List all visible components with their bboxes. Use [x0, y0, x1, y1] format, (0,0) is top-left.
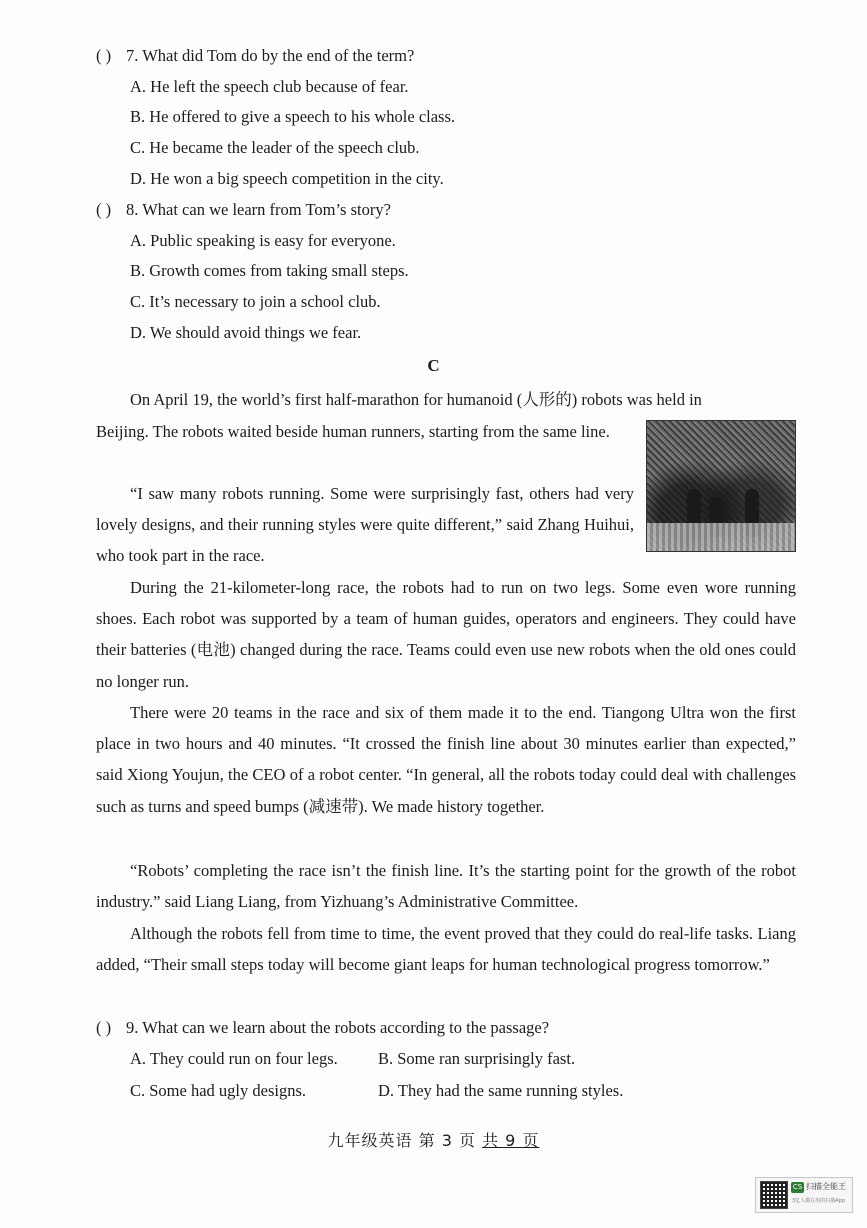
- question-9-option-b: B. Some ran surprisingly fast.: [378, 1049, 576, 1068]
- qr-code-icon: [760, 1181, 788, 1209]
- question-text: 7. What did Tom do by the end of the term?: [126, 46, 415, 65]
- question-9-option-a: A. They could run on four legs.: [130, 1049, 338, 1068]
- passage-paragraph-4: There were 20 teams in the race and six of them made it to the end. Tiangong Ultra won the first place in two hours and 40 minutes. “It crossed the finish line about 30 minutes earlier than expected,” said Xiong Youjun, the CEO of a robot center. “In general, all the robots today could deal with challenges such as turns and speed bumps (减速带). We made history together.: [96, 703, 796, 816]
- question-9-stem: [96, 1017, 549, 1039]
- question-8-option-a: A. Public speaking is easy for everyone.: [130, 231, 396, 250]
- passage-paragraph-6: Although the robots fell from time to time, the event proved that they could do real-life tasks. Liang added, “Their small steps today will become giant leaps for human technological progress tomorrow.”: [96, 924, 796, 975]
- question-7-stem: [96, 45, 414, 67]
- question-8-option-c: C. It’s necessary to join a school club.: [130, 292, 381, 311]
- scanner-app-name: 扫描全能王: [806, 1182, 846, 1191]
- question-text: 8. What can we learn from Tom’s story?: [126, 200, 391, 219]
- page-footer: [0, 1128, 867, 1151]
- question-7-option-d: D. He won a big speech competition in the city.: [130, 169, 444, 188]
- passage-paragraph-1-rest: Beijing. The robots waited beside human runners, starting from the same line.: [96, 422, 610, 441]
- scanner-tagline: 3亿人都在用的扫描App: [792, 1198, 845, 1204]
- answer-paren: ( ): [96, 46, 112, 65]
- question-8-option-d: D. We should avoid things we fear.: [130, 323, 362, 342]
- question-7-option-c: C. He became the leader of the speech club.: [130, 138, 420, 157]
- question-7-option-b: B. He offered to give a speech to his whole class.: [130, 107, 456, 126]
- track-ground: [647, 523, 795, 551]
- robot-race-photo: [646, 420, 796, 552]
- camscanner-logo-icon: CS: [792, 1183, 803, 1191]
- scanner-watermark: [755, 1177, 853, 1213]
- question-text: 9. What can we learn about the robots according to the passage?: [126, 1018, 550, 1037]
- question-9-option-c: C. Some had ugly designs.: [130, 1081, 306, 1100]
- footer-page-number: 九年级英语 第 3 页: [327, 1131, 483, 1150]
- answer-paren: ( ): [96, 1018, 112, 1037]
- passage-paragraph-3: During the 21-kilometer-long race, the robots had to run on two legs. Some even wore running shoes. Each robot was supported by a team of human guides, operators and engineers. They could have their batteries (电池) changed during the race. Teams could even use new robots when the old ones could no longer run.: [96, 578, 796, 691]
- passage-paragraph-5: “Robots’ completing the race isn’t the finish line. It’s the starting point for the growth of the robot industry.” said Liang Liang, from Yizhuang’s Administrative Committee.: [96, 861, 796, 912]
- footer-total-pages: 共 9 页: [482, 1131, 540, 1150]
- section-title: C: [427, 356, 440, 375]
- question-9-option-d: D. They had the same running styles.: [378, 1081, 624, 1100]
- answer-paren: ( ): [96, 200, 112, 219]
- question-8-stem: [96, 199, 391, 221]
- question-7-option-a: A. He left the speech club because of fear.: [130, 77, 409, 96]
- question-8-option-b: B. Growth comes from taking small steps.: [130, 261, 409, 280]
- passage-paragraph-2: “I saw many robots running. Some were surprisingly fast, others had very lovely designs, and their running styles were quite different,” said Zhang Huihui, who took part in the race.: [96, 484, 634, 566]
- passage-paragraph-1-line-1: On April 19, the world’s first half-marathon for humanoid (人形的) robots was held in: [130, 390, 702, 409]
